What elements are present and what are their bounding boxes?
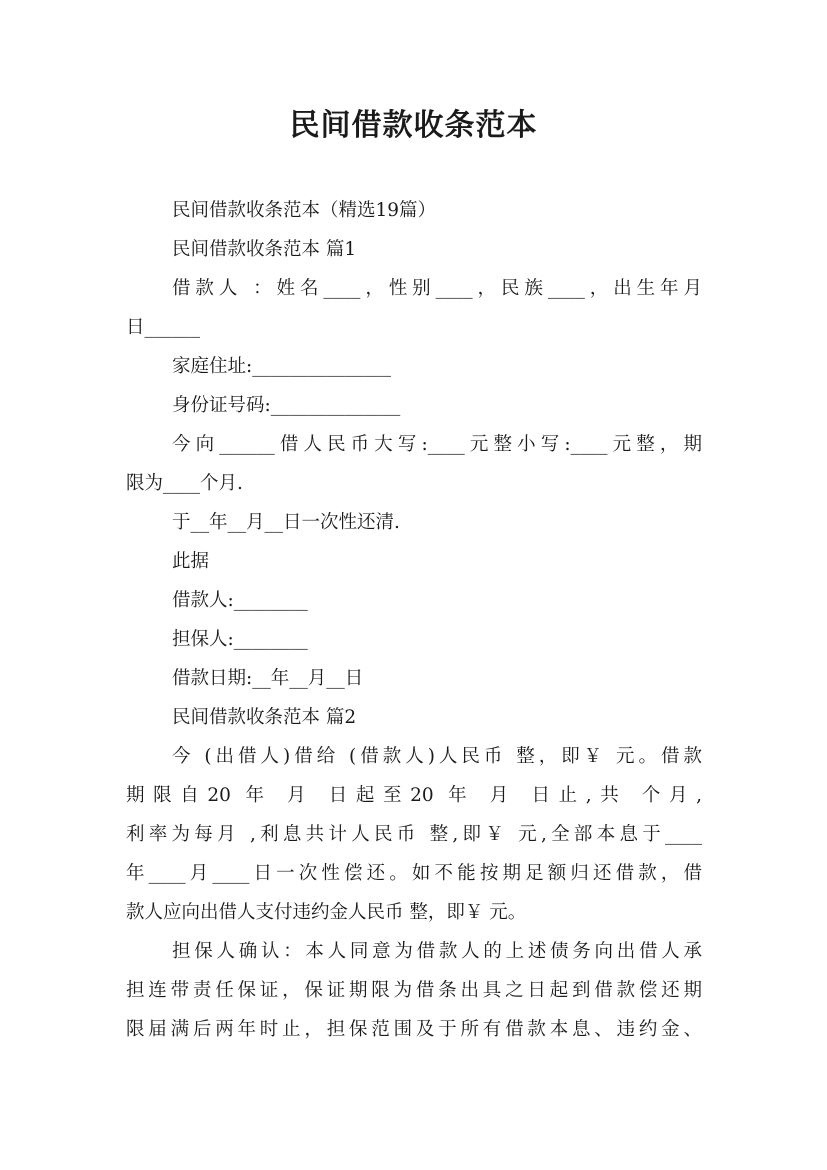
paragraph-line: 款人应向出借人支付违约金人民币 整，即￥ 元。 (126, 902, 527, 923)
loan-date-line: 借款日期:__年__月__日 (172, 668, 364, 689)
guarantor-confirmation-line: 担保人确认：本人同意为借款人的上述债务向出借人承 (172, 941, 702, 962)
loan-term-line: 限为____个月. (126, 473, 243, 494)
receipt-note: 此据 (172, 551, 210, 572)
paragraph-line: 利率为每月 ,利息共计人民币 整,即￥ 元,全部本息于____ (126, 824, 702, 845)
loan-amount-line: 今向______借人民币大写:____元整小写:____元整，期 (172, 434, 702, 455)
paragraph-line: 今 (出借人)借给 (借款人)人民币 整，即￥ 元。借款 (172, 746, 702, 767)
document-title: 民间借款收条范本 (289, 108, 538, 143)
section-heading-2: 民间借款收条范本 篇2 (172, 707, 357, 728)
repayment-date-line: 于__年__月__日一次性还清. (172, 512, 400, 533)
guarantor-confirmation-line: 担连带责任保证，保证期限为借条出具之日起到借款偿还期 (126, 980, 702, 1001)
paragraph-line: 期限自20 年 月 日起至20 年 月 日止,共 个月, (126, 785, 702, 806)
id-number-line: 身份证号码:______________ (172, 395, 401, 416)
borrower-signature-line: 借款人:________ (172, 590, 308, 611)
guarantor-signature-line: 担保人:________ (172, 629, 308, 650)
subtitle-selection: 民间借款收条范本（精选19篇） (172, 200, 437, 221)
borrower-info-line: 借款人 ：姓名____，性别____，民族____，出生年月 (172, 278, 702, 299)
guarantor-confirmation-line: 限届满后两年时止，担保范围及于所有借款本息、违约金、 (126, 1019, 702, 1040)
borrower-info-line-cont: 日______ (126, 317, 201, 338)
home-address-line: 家庭住址:_______________ (172, 356, 391, 377)
section-heading-1: 民间借款收条范本 篇1 (172, 239, 357, 260)
paragraph-line: 年____月____日一次性偿还。如不能按期足额归还借款，借 (126, 863, 702, 884)
